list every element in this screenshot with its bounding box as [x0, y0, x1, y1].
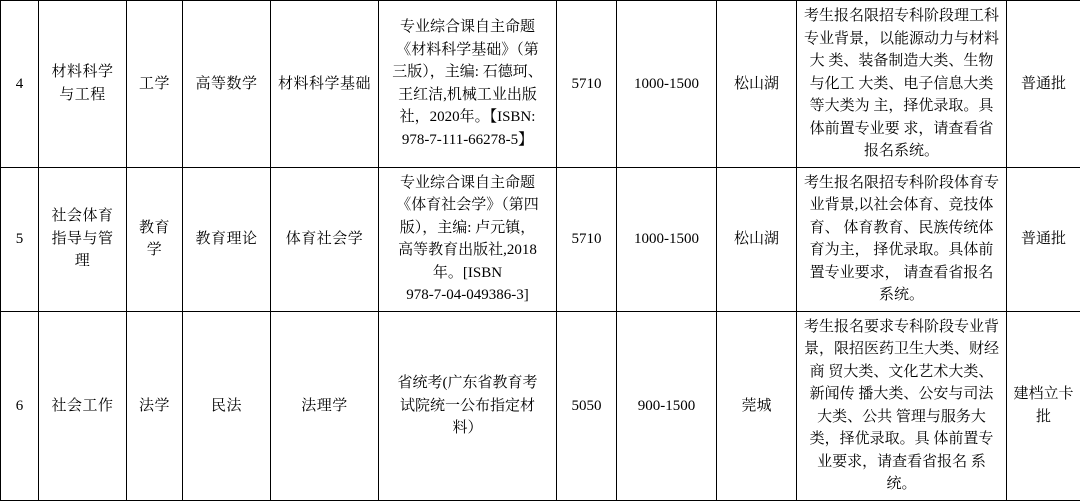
textbook-line: 试院统一公布指定材 [399, 397, 535, 414]
textbook-line: 王红洁,机械工业出版 [398, 86, 537, 103]
requirement-line: 考生报名限招专科阶段体育专 [803, 174, 999, 191]
major-subject: 法理学 [271, 311, 379, 500]
requirement-line: 考生报名要求专科阶段专业背 [803, 318, 999, 335]
application-requirement [797, 167, 1007, 311]
major-name: 社会工作 [39, 311, 127, 500]
textbook-line: 省统考(广东省教育考 [397, 375, 538, 392]
requirement-line: 体育教育、民族传统体育为主， [809, 219, 994, 259]
textbook-line: 年。[ISBN [432, 264, 503, 281]
row-index: 6 [1, 311, 39, 500]
textbook-line: 版），主编: 卢元镇， [399, 219, 536, 236]
campus-name: 莞城 [717, 311, 797, 500]
textbook-line: 《体育社会学》（第四 [396, 197, 539, 214]
major-name: 材料科学与工程 [39, 1, 127, 168]
tuition-fee: 5710 [557, 1, 617, 168]
requirement-line: 系统。 [886, 453, 986, 493]
table-row [1, 311, 1080, 500]
textbook-line: 978-7-04-049386-3] [406, 287, 529, 304]
requirement-line: 择优录取。具体前置专业要求， [809, 242, 994, 281]
textbook-line: 料） [452, 420, 483, 437]
discipline-category: 法学 [127, 311, 183, 500]
public-subject: 教育理论 [183, 167, 271, 311]
discipline-category: 教育学 [127, 167, 183, 311]
campus-name: 松山湖 [717, 167, 797, 311]
textbook-line: 专业综合课自主命题 [399, 174, 535, 191]
textbook-line: 三版），主编: 石德珂、 [392, 64, 543, 81]
textbook-line: 《材料科学基础》（第 [396, 41, 539, 58]
score-range: 1000-1500 [617, 167, 717, 311]
textbook-line: 高等教育出版社,2018 [398, 242, 537, 259]
row-index: 4 [1, 1, 39, 168]
campus-name: 松山湖 [717, 1, 797, 168]
textbook-reference [379, 311, 557, 500]
requirement-line: 主，择优录取。具体前置专业要 [809, 98, 994, 137]
requirement-line: 体前置专业要求，请查看省报名 [817, 431, 994, 470]
table-row [1, 1, 1080, 168]
admission-type: 普通批 [1007, 167, 1080, 311]
major-subject: 材料科学基础 [271, 1, 379, 168]
textbook-reference [379, 167, 557, 311]
public-subject: 民法 [183, 311, 271, 500]
requirement-line: 景，限招医药卫生大类、财经商 [803, 341, 999, 380]
application-requirement [797, 311, 1007, 500]
requirement-line: 专业背景，以能源动力与材料大 [803, 30, 999, 70]
textbook-line: 978-7-111-66278-5】 [401, 131, 534, 148]
textbook-line: 社，2020年。【ISBN: [399, 109, 536, 126]
admission-type: 普通批 [1007, 1, 1080, 168]
textbook-line: 专业综合课自主命题 [399, 19, 535, 36]
requirement-line: 请查看省报名系统。 [878, 264, 994, 304]
score-range: 1000-1500 [617, 1, 717, 168]
requirement-line: 管理与服务大类，择优录取。具 [809, 408, 986, 448]
major-subject: 体育社会学 [271, 167, 379, 311]
application-requirement [797, 1, 1007, 168]
discipline-category: 工学 [127, 1, 183, 168]
table-row [1, 167, 1080, 311]
public-subject: 高等数学 [183, 1, 271, 168]
score-range: 900-1500 [617, 311, 717, 500]
admission-type: 建档立卡批 [1007, 311, 1080, 500]
requirement-line: 求，请查看省报名系统。 [863, 120, 994, 160]
requirement-line: 播大类、公安与司法大类、公共 [817, 386, 994, 425]
major-name: 社会体育指导与管理 [39, 167, 127, 311]
tuition-fee: 5710 [557, 167, 617, 311]
requirement-line: 业背景,以社会体育、竞技体育、 [809, 197, 994, 236]
requirement-line: 大类、电子信息大类等大类为 [809, 75, 994, 115]
tuition-fee: 5050 [557, 311, 617, 500]
requirement-line: 考生报名限招专科阶段理工科 [803, 8, 999, 25]
textbook-reference [379, 1, 557, 168]
requirement-line: 类、装备制造大类、生物与化工 [809, 53, 994, 92]
requirement-line: 贸大类、文化艺术大类、新闻传 [809, 363, 994, 403]
row-index: 5 [1, 167, 39, 311]
